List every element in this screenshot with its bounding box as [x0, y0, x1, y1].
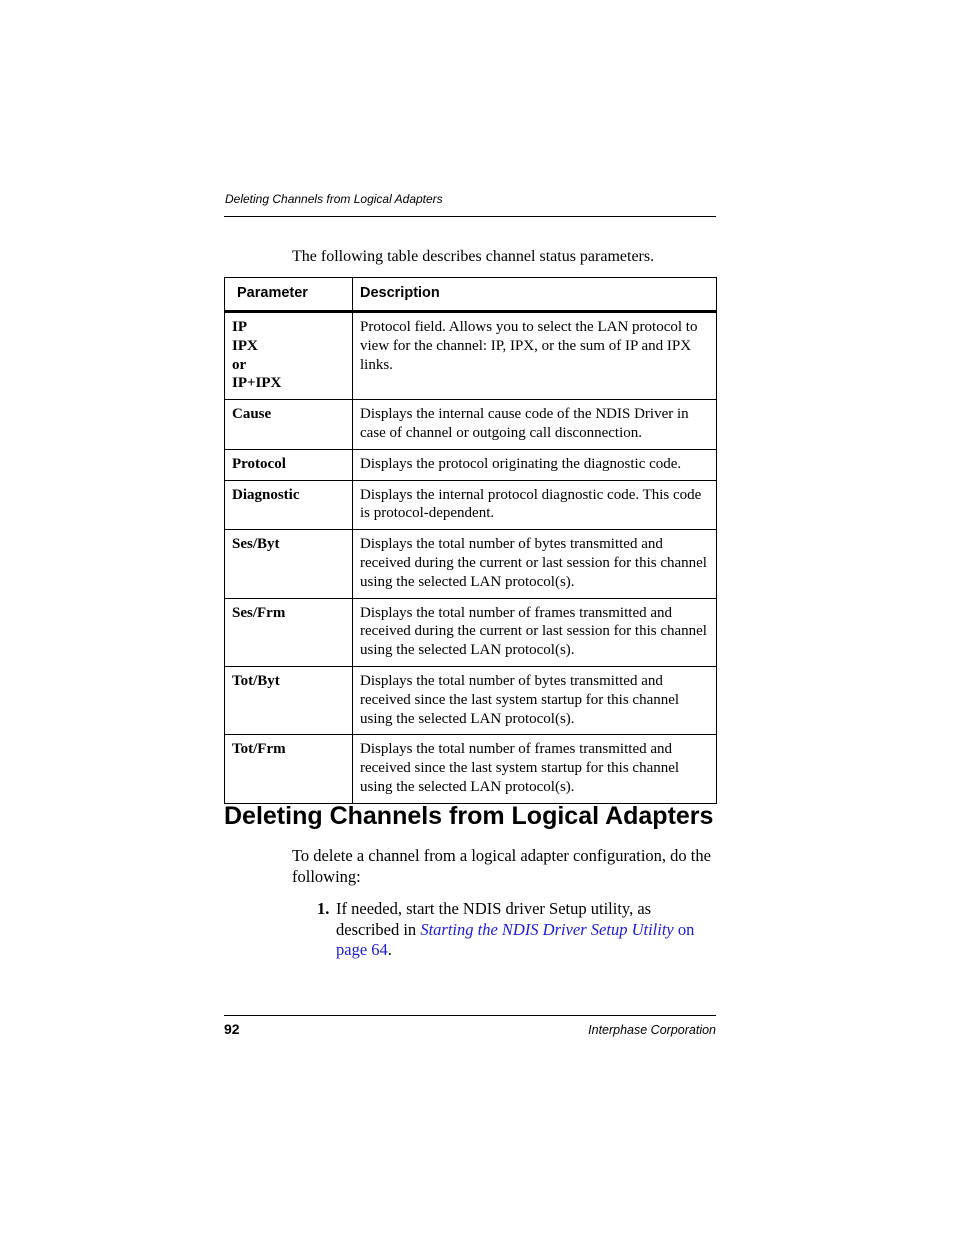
- table-row: [225, 530, 717, 598]
- table-row: [225, 666, 717, 734]
- parameter-cell: Protocol: [225, 449, 353, 480]
- table-row: [225, 480, 717, 530]
- table-row: [225, 400, 717, 450]
- description-cell: Displays the total number of frames transmitted and received since the last system startup for this channel using the selected LAN protocol(s).: [353, 735, 717, 803]
- parameter-cell: Cause: [225, 400, 353, 450]
- table-row: [225, 598, 717, 666]
- description-cell: Displays the total number of bytes transmitted and received during the current or last session for this channel using the selected LAN protocol(s).: [353, 530, 717, 598]
- parameter-cell: Ses/Frm: [225, 598, 353, 666]
- header-rule: [224, 216, 716, 217]
- page-number: 92: [224, 1021, 240, 1037]
- footer-rule: [224, 1015, 716, 1016]
- description-cell: Displays the total number of frames transmitted and received during the current or last session for this channel using the selected LAN protocol(s).: [353, 598, 717, 666]
- cross-reference-page: on page 64: [336, 919, 695, 959]
- column-header-parameter: Parameter: [225, 278, 353, 312]
- section-title: Deleting Channels from Logical Adapters: [224, 802, 714, 830]
- column-header-description: Description: [353, 278, 717, 312]
- parameter-cell: IP IPX or IP+IPX: [225, 312, 353, 400]
- intro-text: The following table describes channel status parameters.: [292, 248, 655, 265]
- description-cell: Displays the protocol originating the diagnostic code.: [353, 449, 717, 480]
- table-row: [225, 312, 717, 400]
- parameter-cell: Tot/Byt: [225, 666, 353, 734]
- table-row: [225, 735, 717, 803]
- description-cell: Protocol field. Allows you to select the LAN protocol to view for the channel: IP, IPX, or the sum of IP and IPX links.: [353, 312, 717, 400]
- parameter-cell: Ses/Byt: [225, 530, 353, 598]
- description-cell: Displays the internal cause code of the NDIS Driver in case of channel or outgoing call disconnection.: [353, 400, 717, 450]
- channel-status-table: [224, 277, 717, 804]
- step-text-lead: If needed, start the NDIS driver Setup utility, as described in: [336, 899, 652, 939]
- cross-reference-title: Starting the NDIS Driver Setup Utility: [420, 919, 674, 939]
- description-cell: Displays the internal protocol diagnostic code. This code is protocol-dependent.: [353, 480, 717, 530]
- table-header-row: [225, 278, 717, 312]
- footer-company: Interphase Corporation: [588, 1023, 716, 1037]
- description-cell: Displays the total number of bytes transmitted and received since the last system startup for this channel using the selected LAN protocol(s).: [353, 666, 717, 734]
- step-text-end: .: [387, 940, 392, 959]
- running-head: Deleting Channels from Logical Adapters: [225, 192, 443, 206]
- step-text: [336, 899, 716, 961]
- parameter-cell: Tot/Frm: [225, 735, 353, 803]
- parameter-cell: Diagnostic: [225, 480, 353, 530]
- section-paragraph: To delete a channel from a logical adapter configuration, do the following:: [292, 846, 711, 886]
- table-row: [225, 449, 717, 480]
- step-number: 1.: [317, 899, 330, 918]
